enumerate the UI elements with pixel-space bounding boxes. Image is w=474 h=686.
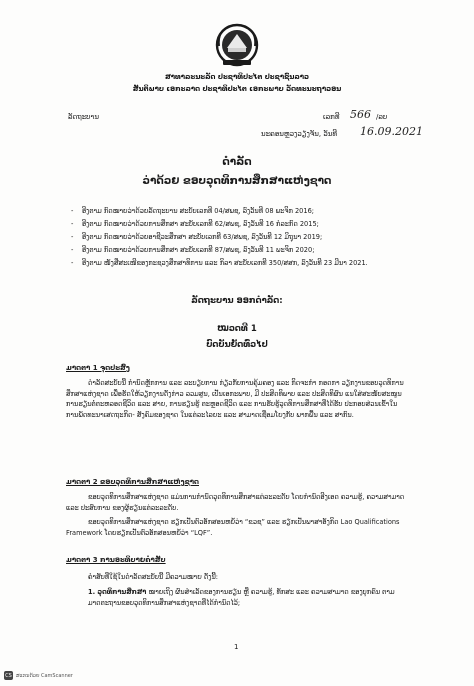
article-3-item [88, 587, 408, 608]
scanner-text: ສແກນດ້ວຍ CamScanner [16, 672, 73, 679]
national-emblem-icon [213, 22, 261, 68]
number-value: 566 [350, 108, 371, 121]
number-label: ເລກທີ [323, 113, 340, 121]
article-3-intro: ຄຳສັບທີ່ໃຊ້ໃນດຳລັດສະບັບນີ້ ມີຄວາມໝາຍ ດັ່ງນີ້: [88, 573, 219, 581]
document-subtitle: ວ່າດ້ວຍ ຂອບວຸດທິການສຶກສາແຫ່ງຊາດ [142, 175, 332, 187]
article-2-text: ຂອບວຸດທິການສຶກສາແຫ່ງຊາດ ແມ່ນການກຳນົດວຸດທິການສຶກສາແຕ່ລະລະດັບ ໂດຍກຳນົດອີງເອດ ຄວາມຮູ້, ຄວາມສາມາດ ແລະ ປະສົບການ ຂອງຜູ້ຮຽນແຕ່ລະລະດັບ. [66, 493, 405, 512]
national-motto: ສັນຕິພາບ ເອກະລາດ ປະຊາທິປະໄຕ ເອກະພາບ ວັດທະນະຖາວອນ [132, 85, 342, 93]
scanner-watermark [4, 671, 73, 680]
article-3-heading: ມາດຕາ 3 ການອະທິບາຍຄຳສັບ [66, 556, 166, 564]
article-1-text: ດຳລັດສະບັບນີ້ ກຳນົດຫຼັກການ ແລະ ລະບຽບການ ກ່ຽວກັບການຄຸ້ມຄອງ ແລະ ກິດຈະກຳ ກອດກາ ວຽກງານຂອບວຸດທິການສຶກສາແຫ່ງຊາດ ເພື່ອຮັດໃຫ້ວຽກງານດັ່ງກ່າວ ລວມສູນ, ເປັນເອກະພາບ, ມີ ປະສິດທິພາບ ແລະ ປະສິດທິຜົນ ແນໃສ່ສະໜັບສະໜູນການຮຽນຕໍ່ຕະຫລອດຊີວິດ ແລະ ສາຍ, ການຮຽນຮູ້ ຕະຫຼອດຊີວິດ ແລະ ການຮັບຮູ້ວຸດທິການສຶກສາທີ່ໄດ້ຮັບ ປະກອບສ່ວນເຂົ້າໃນການພັດທະນາເສດຖະກິດ- ສັງຄົມຂອງຊາດ ໃນແຕ່ລະໄລຍະ ແລະ ສາມາດເຊື່ອມໂຍງກັບ ພາກພື້ນ ແລະ ສາກົນ. [66, 379, 404, 419]
place-date-label: ນະຄອນຫຼວງວຽງຈັນ, ວັນທີ [261, 130, 337, 138]
date-value: 16.09.2021 [360, 125, 423, 138]
chapter-title: ບົດບັນຍັດທົ່ວໄປ [206, 340, 268, 350]
reference-item: - ອີງຕາມ ກົດໝາຍວ່າດ້ວຍການສຶກສາ ສະບັບເລກທີ 62/ສພຊ, ລົງວັນທີ 16 ກໍລະກົດ 2015; [71, 220, 319, 228]
decree-issues: ລັດຖະບານ ອອກດຳລັດ: [191, 296, 283, 306]
chapter-number: ໝວດທີ 1 [217, 324, 257, 334]
reference-item: - ອີງຕາມ ກົດໝາຍວ່າດ້ວຍການສຶກສາ ສະບັບເລກທີ 87/ສພຊ, ລົງວັນທີ 11 ພະຈິກ 2020; [71, 246, 315, 254]
document-title: ດຳລັດ [222, 156, 252, 168]
camscanner-logo-icon: CS [5, 672, 12, 679]
reference-item: - ອີງຕາມ ກົດໝາຍວ່າດ້ວຍລັດຖະບານ ສະບັບເລກທີ 04/ສພຊ, ລົງວັນທີ 08 ພະຈິກ 2016; [71, 207, 314, 215]
reference-item: - ອີງຕາມ ໜັງສືສະເໜີຂອງກະຊວງສຶກສາທິການ ແລະ ກິລາ ສະບັບເລກທີ 350/ສສກ, ລົງວັນທີ 23 ມີນາ 2021. [71, 259, 368, 267]
article-1-heading: ມາດຕາ 1 ຈຸດປະສົງ [66, 364, 130, 372]
article-2-text-2: ຂອບວຸດທິການສຶກສາແຫ່ງຊາດ ຮຽກເປັນຕົວອັກສອນຫຍໍ້ວ່າ “ຂວຊ” ແລະ ຮຽກເປັນພາສາອັງກິດ Lao Qualifications Framework ໂດຍຮຽກເປັນຕົວອັກສອນຫຍໍ້ວ່າ “LQF”. [66, 518, 400, 537]
term-label: 1. ວຸດທິການສຶກສາ [88, 588, 147, 596]
term-definition: ໝາຍເຖິງ ຜົນສຳເລັດຂອງການຮຽນ ຫຼື ຄວາມຮູ້, ທັກສະ ແລະ ຄວາມສາມາດ ຂອງບຸກຄົນ ຕາມມາດຕະຖານຂອບວຸດທິການສຶກສາແຫ່ງຊາດທີ່ໄດ້ກຳນົດໄວ້; [88, 588, 395, 607]
page-number: 1 [234, 643, 239, 651]
country-name: ສາທາລະນະລັດ ປະຊາທິປະໄຕ ປະຊາຊົນລາວ [164, 73, 310, 81]
number-suffix: /ລບ [376, 113, 388, 121]
reference-item: - ອີງຕາມ ກົດໝາຍວ່າດ້ວຍອາຊີວະສຶກສາ ສະບັບເລກທີ 63/ສພຊ, ລົງວັນທີ 12 ມິຖຸນາ 2019; [71, 233, 323, 241]
issuer-label: ລັດຖະບານ [68, 113, 99, 121]
article-2-heading: ມາດຕາ 2 ຂອບວຸດທິການສຶກສາແຫ່ງຊາດ [66, 478, 199, 486]
